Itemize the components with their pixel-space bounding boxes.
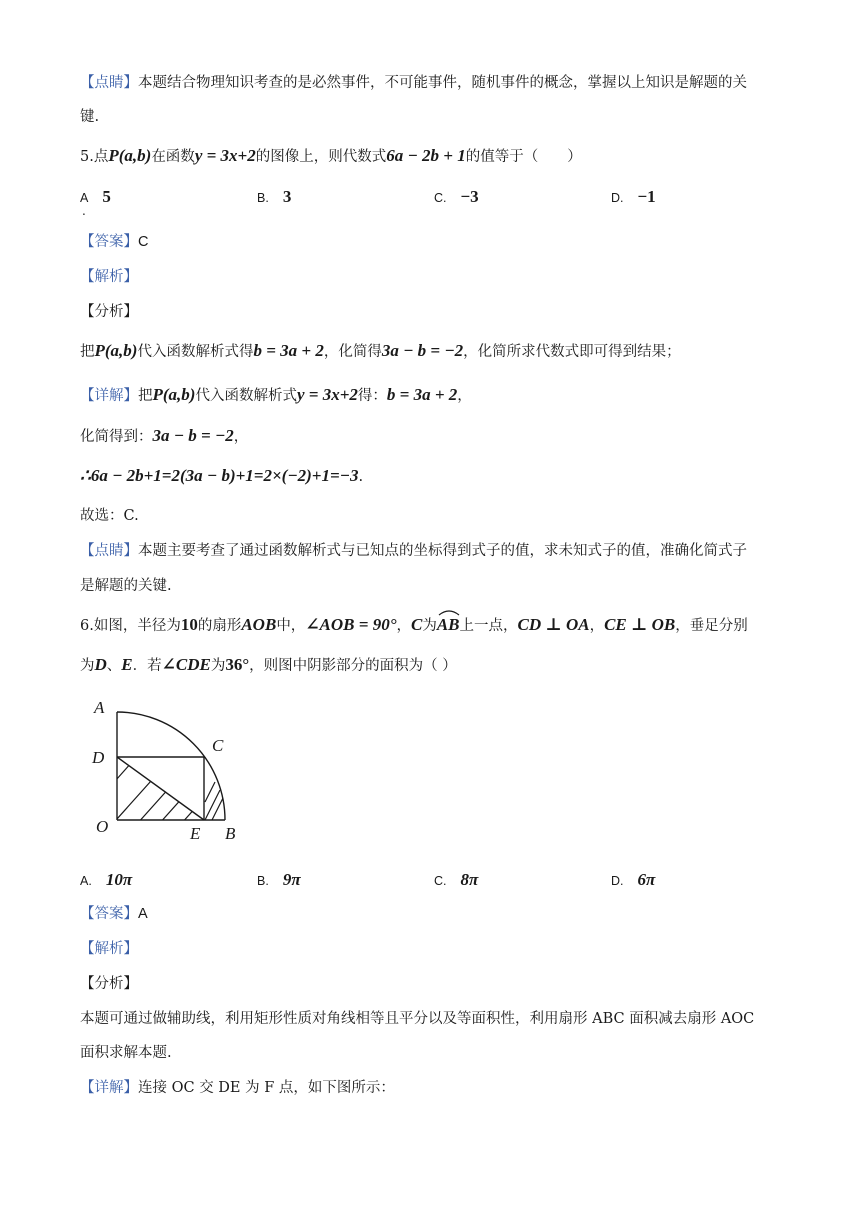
sector-figure xyxy=(88,694,268,859)
option-value: 3 xyxy=(282,187,292,206)
q6-text: ， xyxy=(589,618,605,634)
q6-angle-cde: ∠CDE xyxy=(161,655,211,674)
q6-stem-line-1 xyxy=(80,615,748,636)
review-tag: 【点睛】 xyxy=(80,543,138,559)
answer-tag: 【答案】 xyxy=(80,906,138,922)
fenxi-tag: 【分析】 xyxy=(80,304,138,320)
option-label: C. xyxy=(434,191,447,205)
q6-point-d: D xyxy=(94,655,107,674)
option-label: A. xyxy=(80,874,92,888)
q6-radius: 10 xyxy=(180,615,198,634)
q6-answer xyxy=(80,904,148,924)
q6-analysis-tag xyxy=(80,939,138,959)
option-value: 6π xyxy=(637,870,656,889)
review-line-2 xyxy=(80,107,99,127)
option-value: −3 xyxy=(460,187,479,206)
xiangjie-tag: 【详解】 xyxy=(80,1080,138,1096)
xiangjie-text: ， xyxy=(233,429,249,445)
xiangjie-text: ， xyxy=(457,388,472,404)
fenxi-eq-1: b = 3a + 2 xyxy=(253,341,324,360)
q5-review-line-2 xyxy=(80,576,172,596)
label-c: C xyxy=(212,736,224,755)
segment-de xyxy=(117,757,204,820)
q6-point-c: C xyxy=(411,615,423,634)
q5-fenxi xyxy=(80,341,681,362)
q6-stem-line-2 xyxy=(80,655,457,676)
q6-text: 为 xyxy=(422,618,437,634)
fenxi-text: 代入函数解析式得 xyxy=(137,344,254,360)
fenxi-point: P(a,b) xyxy=(94,341,138,360)
option-value: 10π xyxy=(105,870,133,889)
xiangjie-eq-2: 3a − b = −2 xyxy=(152,426,234,445)
label-b: B xyxy=(225,824,236,843)
xiangjie-function: y = 3x+2 xyxy=(296,385,358,404)
q6-text: ，则图中阴影部分的面积为（ ） xyxy=(249,658,457,674)
q6-option-d[interactable] xyxy=(611,870,655,891)
q5-text-3: 的值等于（ ） xyxy=(465,149,582,165)
xiangjie-text: 把 xyxy=(138,388,153,404)
review-text-end: 是解题的关键. xyxy=(80,578,172,594)
q6-option-a[interactable] xyxy=(80,870,132,891)
label-e: E xyxy=(190,824,201,843)
xiangjie-text: 化简得到： xyxy=(80,429,153,445)
fenxi-eq-2: 3a − b = −2 xyxy=(381,341,464,360)
q5-analysis-tag xyxy=(80,267,138,287)
xiangjie-text: 得： xyxy=(357,388,387,404)
option-value: 9π xyxy=(282,870,301,889)
q5-option-a-dot: . xyxy=(82,204,86,218)
xiangjie-tag: 【详解】 xyxy=(80,388,138,404)
label-o: O xyxy=(96,817,109,836)
q6-xiangjie xyxy=(80,1078,395,1098)
option-value: −1 xyxy=(637,187,656,206)
option-label: D. xyxy=(611,191,624,205)
q6-option-b[interactable] xyxy=(257,870,301,891)
q6-degree: 36° xyxy=(225,655,250,674)
q5-review-line-1 xyxy=(80,541,747,561)
xiangjie-derivation: ∴6a − 2b+1=2(3a − b)+1=2×(−2)+1=−3 xyxy=(80,466,359,485)
xiangjie-eq: b = 3a + 2 xyxy=(386,385,458,404)
option-label: B. xyxy=(257,191,269,205)
fenxi-text: ，化简所求代数式即可得到结果； xyxy=(463,344,681,360)
sector-arc xyxy=(117,712,225,820)
q6-fenxi-tag xyxy=(80,974,138,994)
label-a: A xyxy=(94,698,105,717)
answer-tag: 【答案】 xyxy=(80,234,138,250)
q6-perp-1: CD ⊥ OA xyxy=(517,615,590,634)
xiangjie-text: 代入函数解析式 xyxy=(195,388,297,404)
option-label: D. xyxy=(611,874,624,888)
fenxi-tag: 【分析】 xyxy=(80,976,138,992)
q5-point: P(a,b) xyxy=(108,146,152,165)
option-value: 5 xyxy=(102,187,111,206)
q5-option-b[interactable] xyxy=(257,187,291,208)
q5-number: 5.点 xyxy=(80,149,109,165)
q5-text-1: 在函数 xyxy=(151,149,195,165)
arc-mark-icon xyxy=(437,608,461,616)
q6-text: ，垂足分别 xyxy=(675,618,748,634)
q6-text: 为 xyxy=(210,658,226,674)
q6-text: 、 xyxy=(106,658,122,674)
q6-text: 的扇形 xyxy=(197,618,242,634)
q6-text: ．若 xyxy=(132,658,162,674)
q5-stem xyxy=(80,146,582,167)
q6-text: 中， xyxy=(276,618,306,634)
option-label: A xyxy=(80,191,89,205)
q6-fenxi-line-2 xyxy=(80,1043,172,1063)
q6-angle: ∠AOB = 90° xyxy=(305,615,397,634)
q6-arc-label: AB xyxy=(436,615,460,634)
q6-text: 上一点， xyxy=(459,618,518,634)
fenxi-text: 本题可通过做辅助线，利用矩形性质对角线相等且平分以及等面积性，利用扇形 ABC 面积减去扇形 AOC xyxy=(80,1011,755,1027)
q5-xiangjie-line-2 xyxy=(80,426,248,447)
q5-function: y = 3x+2 xyxy=(194,146,256,165)
q5-xiangjie-line-3 xyxy=(80,466,363,487)
review-text: 本题结合物理知识考查的是必然事件，不可能事件，随机事件的概念，掌握以上知识是解题的关 xyxy=(138,75,747,91)
q5-option-d[interactable] xyxy=(611,187,656,208)
q6-number: 6.如图，半径为 xyxy=(80,618,181,634)
xiangjie-point: P(a,b) xyxy=(152,385,196,404)
xiangjie-text: 连接 OC 交 DE 为 F 点，如下图所示： xyxy=(138,1080,395,1096)
q6-text: 为 xyxy=(80,658,95,674)
q6-fenxi-line-1 xyxy=(80,1009,754,1029)
review-tag: 【点睛】 xyxy=(80,75,138,91)
fenxi-text: ，化简得 xyxy=(323,344,382,360)
q5-option-c[interactable] xyxy=(434,187,479,208)
q5-xiangjie-line-4 xyxy=(80,506,139,526)
q6-perp-2: CE ⊥ OB xyxy=(604,615,676,634)
q6-point-e: E xyxy=(121,655,133,674)
label-d: D xyxy=(92,748,105,767)
review-text: 本题主要考查了通过函数解析式与已知点的坐标得到式子的值，求未知式子的值，准确化简式子 xyxy=(138,543,747,559)
q6-option-c[interactable] xyxy=(434,870,478,891)
answer-value: C xyxy=(138,234,149,250)
review-line-1 xyxy=(80,73,747,93)
q6-sector: AOB xyxy=(241,615,277,634)
option-label: C. xyxy=(434,874,447,888)
q5-answer xyxy=(80,232,148,252)
xiangjie-conclusion: 故选：C. xyxy=(80,508,139,524)
analysis-tag: 【解析】 xyxy=(80,941,138,957)
xiangjie-text: . xyxy=(358,469,364,485)
q6-arc xyxy=(437,615,460,636)
q5-xiangjie-line-1 xyxy=(80,385,472,406)
review-text-end: 键. xyxy=(80,109,100,125)
q5-expression: 6a − 2b + 1 xyxy=(386,146,466,165)
fenxi-text-end: 面积求解本题. xyxy=(80,1045,172,1061)
answer-value: A xyxy=(138,906,148,922)
option-value: 8π xyxy=(460,870,479,889)
q5-text-2: 的图像上，则代数式 xyxy=(255,149,387,165)
q6-text: ， xyxy=(396,618,411,634)
option-label: B. xyxy=(257,874,269,888)
q5-fenxi-tag xyxy=(80,302,138,322)
fenxi-text: 把 xyxy=(80,344,95,360)
analysis-tag: 【解析】 xyxy=(80,269,138,285)
